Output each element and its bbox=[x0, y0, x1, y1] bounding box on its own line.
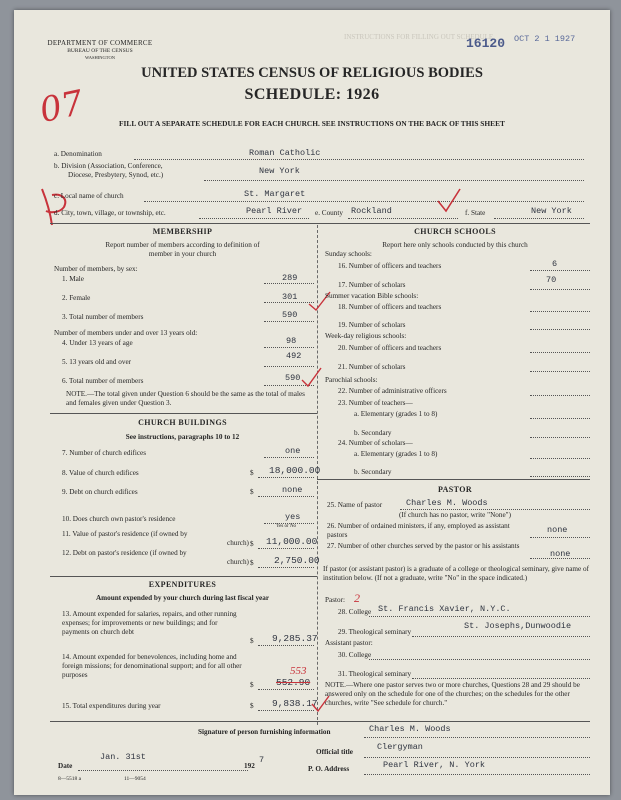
rule bbox=[530, 311, 590, 312]
q25-label: 25. Name of pastor bbox=[327, 501, 383, 509]
form-title: UNITED STATES CENSUS OF RELIGIOUS BODIES bbox=[141, 65, 483, 81]
address-label: P. O. Address bbox=[308, 765, 350, 773]
red-pastor-mark: 2 bbox=[354, 591, 360, 605]
q16-label: 16. Number of officers and teachers bbox=[338, 262, 442, 270]
local-name-label: c. Local name of church bbox=[54, 192, 124, 200]
city-label: d. City, town, village, or township, etc. bbox=[54, 209, 166, 217]
q9-label: 9. Debt on church edifices bbox=[62, 488, 138, 496]
dollar-sign: $ bbox=[250, 469, 254, 477]
rule bbox=[530, 476, 590, 477]
q8-value[interactable]: 18,000.00 bbox=[269, 465, 321, 476]
instruction-line: FILL OUT A SEPARATE SCHEDULE FOR EACH CHURCH. SEE INSTRUCTIONS ON THE BACK OF THIS SHEET bbox=[119, 119, 505, 128]
section-rule bbox=[50, 223, 590, 224]
q17-label: 17. Number of scholars bbox=[338, 281, 406, 289]
year-prefix: 192 bbox=[244, 762, 255, 770]
denomination-label: a. Denomination bbox=[54, 150, 102, 158]
rule bbox=[134, 159, 584, 160]
yes-no-caption: Yes or No bbox=[276, 524, 297, 529]
expenditures-heading: EXPENDITURES bbox=[148, 580, 217, 589]
dollar-sign: $ bbox=[250, 540, 254, 548]
rule bbox=[364, 757, 590, 758]
q3-value[interactable]: 590 bbox=[282, 310, 298, 320]
q11-value[interactable]: 11,000.00 bbox=[266, 536, 318, 547]
schools-heading: CHURCH SCHOOLS bbox=[414, 227, 496, 236]
q2-value[interactable]: 301 bbox=[282, 292, 298, 302]
rule bbox=[264, 283, 314, 284]
q24-label: 24. Number of scholars— bbox=[338, 439, 413, 447]
division-label: b. Division (Association, Conference, bbox=[54, 162, 163, 170]
membership-intro-2: member in your church bbox=[148, 250, 217, 258]
q25-value[interactable]: Charles M. Woods bbox=[406, 498, 488, 508]
q9-value[interactable]: none bbox=[282, 485, 303, 495]
rule bbox=[412, 636, 590, 637]
q27-value[interactable]: none bbox=[550, 549, 571, 559]
date-value[interactable]: Jan. 31st bbox=[100, 752, 146, 762]
q2-label: 2. Female bbox=[62, 294, 91, 302]
rule bbox=[264, 457, 314, 458]
q21-label: 21. Number of scholars bbox=[338, 363, 406, 371]
by-sex-label: Number of members, by sex: bbox=[54, 265, 138, 273]
rule bbox=[264, 347, 314, 348]
q8-label: 8. Value of church edifices bbox=[62, 469, 139, 477]
rule bbox=[530, 289, 590, 290]
buildings-heading: CHURCH BUILDINGS bbox=[138, 418, 227, 427]
signature-value[interactable]: Charles M. Woods bbox=[369, 724, 451, 734]
q16-value[interactable]: 6 bbox=[552, 259, 558, 269]
state-value[interactable]: New York bbox=[531, 206, 572, 216]
rule bbox=[530, 270, 590, 271]
schedule-title: SCHEDULE: 1926 bbox=[244, 86, 380, 103]
q23a-label: a. Elementary (grades 1 to 8) bbox=[354, 410, 438, 418]
rule bbox=[348, 218, 458, 219]
rule bbox=[364, 774, 590, 775]
pastor-instructions: If pastor (or assistant pastor) is a graduate of a college or theological seminary, give name of institution below. (If not a graduate, write "No" in the space indicated.) bbox=[323, 565, 589, 582]
rule bbox=[530, 418, 590, 419]
q5-label: 5. 13 years old and over bbox=[62, 358, 132, 366]
expenditures-subtitle: Amount expended by your church during last fiscal year bbox=[95, 594, 270, 602]
q28-value[interactable]: St. Francis Xavier, N.Y.C. bbox=[378, 604, 511, 614]
q12-value[interactable]: 2,750.00 bbox=[274, 555, 320, 566]
dollar-sign: $ bbox=[250, 681, 254, 689]
q4-value[interactable]: 98 bbox=[286, 336, 297, 346]
q29-value[interactable]: St. Josephs,Dunwoodie bbox=[464, 621, 572, 631]
red-check-mark bbox=[434, 185, 464, 215]
q19-label: 19. Number of scholars bbox=[338, 321, 406, 329]
rule bbox=[494, 218, 584, 219]
rule bbox=[530, 395, 590, 396]
sunday-label: Sunday schools: bbox=[325, 250, 372, 258]
q7-value[interactable]: one bbox=[285, 446, 301, 456]
q13-label: 13. Amount expended for salaries, repairs, and other running expenses; for improvements or new buildings; and for payments on church debt bbox=[62, 610, 237, 636]
rule bbox=[530, 437, 590, 438]
rule bbox=[530, 537, 590, 538]
rule bbox=[258, 567, 314, 568]
q18-label: 18. Number of officers and teachers bbox=[338, 303, 442, 311]
q5-value[interactable]: 492 bbox=[286, 351, 302, 361]
rule bbox=[258, 477, 314, 478]
rule bbox=[258, 548, 314, 549]
county-label: e. County bbox=[315, 209, 343, 217]
rule bbox=[258, 645, 314, 646]
q4-label: 4. Under 13 years of age bbox=[62, 339, 133, 347]
rule bbox=[258, 689, 314, 690]
local-name-value[interactable]: St. Margaret bbox=[244, 189, 306, 199]
q26-value[interactable]: none bbox=[547, 525, 568, 535]
rule bbox=[530, 352, 590, 353]
dollar-sign: $ bbox=[250, 559, 254, 567]
q15-label: 15. Total expenditures during year bbox=[62, 702, 161, 710]
q1-label: 1. Male bbox=[62, 275, 84, 283]
q11-label: 11. Value of pastor's residence (if owned by bbox=[62, 530, 188, 538]
rule bbox=[530, 371, 590, 372]
dollar-sign: $ bbox=[250, 488, 254, 496]
rule bbox=[258, 496, 314, 497]
dollar-sign: $ bbox=[250, 637, 254, 645]
official-title-value[interactable]: Clergyman bbox=[377, 742, 423, 752]
q3-label: 3. Total number of members bbox=[62, 313, 144, 321]
q17-value[interactable]: 70 bbox=[546, 275, 557, 285]
schools-subtitle: Report here only schools conducted by this church bbox=[382, 241, 528, 249]
weekday-label: Week-day religious schools: bbox=[325, 332, 407, 340]
q25-note: (If church has no pastor, write "None") bbox=[399, 511, 511, 519]
q6-value[interactable]: 590 bbox=[285, 373, 301, 383]
faint-bleedthrough: INSTRUCTIONS FOR FILLING OUT SCHEDULE bbox=[344, 33, 494, 41]
rule bbox=[369, 659, 590, 660]
rule bbox=[412, 678, 590, 679]
membership-heading: MEMBERSHIP bbox=[152, 227, 213, 236]
q1-value[interactable]: 289 bbox=[282, 273, 298, 283]
pastor-note: NOTE.—Where one pastor serves two or more churches, Questions 28 and 29 should be answered only on the schedule for one of the churches; on the schedules for the other churches, write "See schedule for church." bbox=[325, 681, 580, 707]
q23b-label: b. Secondary bbox=[354, 429, 392, 437]
section-rule bbox=[317, 479, 590, 480]
division-value[interactable]: New York bbox=[259, 166, 300, 176]
rule bbox=[204, 180, 584, 181]
rule bbox=[264, 321, 314, 322]
q14-value[interactable]: 552.90 bbox=[276, 677, 311, 688]
membership-intro: Report number of members according to definition of bbox=[105, 241, 260, 249]
date-label: Date bbox=[58, 762, 73, 770]
q6-label: 6. Total number of members bbox=[62, 377, 144, 385]
form-code: 8—5518 a bbox=[58, 776, 82, 782]
q23-label: 23. Number of teachers— bbox=[338, 399, 413, 407]
section-rule bbox=[50, 721, 590, 722]
pastor-heading: PASTOR bbox=[437, 485, 473, 494]
q12-label-2: church) bbox=[227, 558, 249, 566]
census-form bbox=[14, 10, 610, 795]
red-number-mark: 07 bbox=[36, 82, 87, 132]
city-value[interactable]: Pearl River bbox=[246, 206, 303, 216]
q11-label-2: church) bbox=[227, 539, 249, 547]
q10-label: 10. Does church own pastor's residence bbox=[62, 515, 176, 523]
pastor-sub-label: Pastor: bbox=[325, 596, 345, 604]
division-label-2: Diocese, Presbytery, Synod, etc.) bbox=[68, 171, 164, 179]
summer-label: Summer vacation Bible schools: bbox=[325, 292, 419, 300]
rule bbox=[144, 201, 584, 202]
q10-value[interactable]: yes bbox=[285, 512, 301, 522]
rule bbox=[258, 710, 314, 711]
rule bbox=[369, 616, 590, 617]
membership-note: NOTE.—The total given under Question 6 should be the same as the total of males and females given under Question 3. bbox=[66, 390, 305, 407]
rule bbox=[400, 509, 590, 510]
section-rule bbox=[50, 413, 317, 414]
address-value[interactable]: Pearl River, N. York bbox=[383, 760, 486, 770]
rule bbox=[78, 770, 248, 771]
amended-figure: 553 bbox=[290, 665, 307, 677]
q26-label: 26. Number of ordained ministers, if any, employed as assistant pastors bbox=[327, 522, 510, 539]
q24a-label: a. Elementary (grades 1 to 8) bbox=[354, 450, 438, 458]
rule bbox=[364, 737, 590, 738]
q14-label: 14. Amount expended for benevolences, including home and foreign missions; for denominational support; and for all other purposes bbox=[62, 653, 242, 679]
q31-label: 31. Theological seminary bbox=[338, 670, 412, 678]
official-title-label: Official title bbox=[316, 748, 353, 756]
state-label: f. State bbox=[465, 209, 486, 217]
year-digit[interactable]: 7 bbox=[259, 755, 265, 765]
bureau-name: BUREAU OF THE CENSUS bbox=[67, 48, 133, 54]
signature-label: Signature of person furnishing information bbox=[198, 728, 331, 736]
denomination-value[interactable]: Roman Catholic bbox=[249, 148, 321, 158]
county-value[interactable]: Rockland bbox=[351, 206, 392, 216]
q29-label: 29. Theological seminary bbox=[338, 628, 412, 636]
age-label: Number of members under and over 13 years old: bbox=[54, 329, 198, 337]
received-stamp: OCT 2 1 1927 bbox=[514, 34, 576, 44]
q15-value[interactable]: 9,838.17 bbox=[272, 698, 318, 709]
department-name: DEPARTMENT OF COMMERCE bbox=[47, 39, 153, 47]
q12-label: 12. Debt on pastor's residence (if owned by bbox=[62, 549, 187, 557]
buildings-subtitle: See instructions, paragraphs 10 to 12 bbox=[125, 433, 240, 441]
city-name: WASHINGTON bbox=[85, 55, 115, 60]
q20-label: 20. Number of officers and teachers bbox=[338, 344, 442, 352]
rule bbox=[530, 458, 590, 459]
q7-label: 7. Number of church edifices bbox=[62, 449, 147, 457]
q27-label: 27. Number of other churches served by the pastor or his assistants bbox=[327, 542, 520, 550]
q13-value[interactable]: 9,285.37 bbox=[272, 633, 318, 644]
section-rule bbox=[50, 576, 317, 577]
rule bbox=[199, 218, 309, 219]
q28-label: 28. College bbox=[338, 608, 372, 616]
assistant-pastor-label: Assistant pastor: bbox=[325, 639, 373, 647]
parochial-label: Parochial schools: bbox=[325, 376, 378, 384]
print-code: 11—9054 bbox=[124, 776, 146, 782]
q30-label: 30. College bbox=[338, 651, 372, 659]
serial-number: 16120 bbox=[466, 36, 506, 51]
rule bbox=[530, 329, 590, 330]
q22-label: 22. Number of administrative officers bbox=[338, 387, 447, 395]
q24b-label: b. Secondary bbox=[354, 468, 392, 476]
dollar-sign: $ bbox=[250, 702, 254, 710]
